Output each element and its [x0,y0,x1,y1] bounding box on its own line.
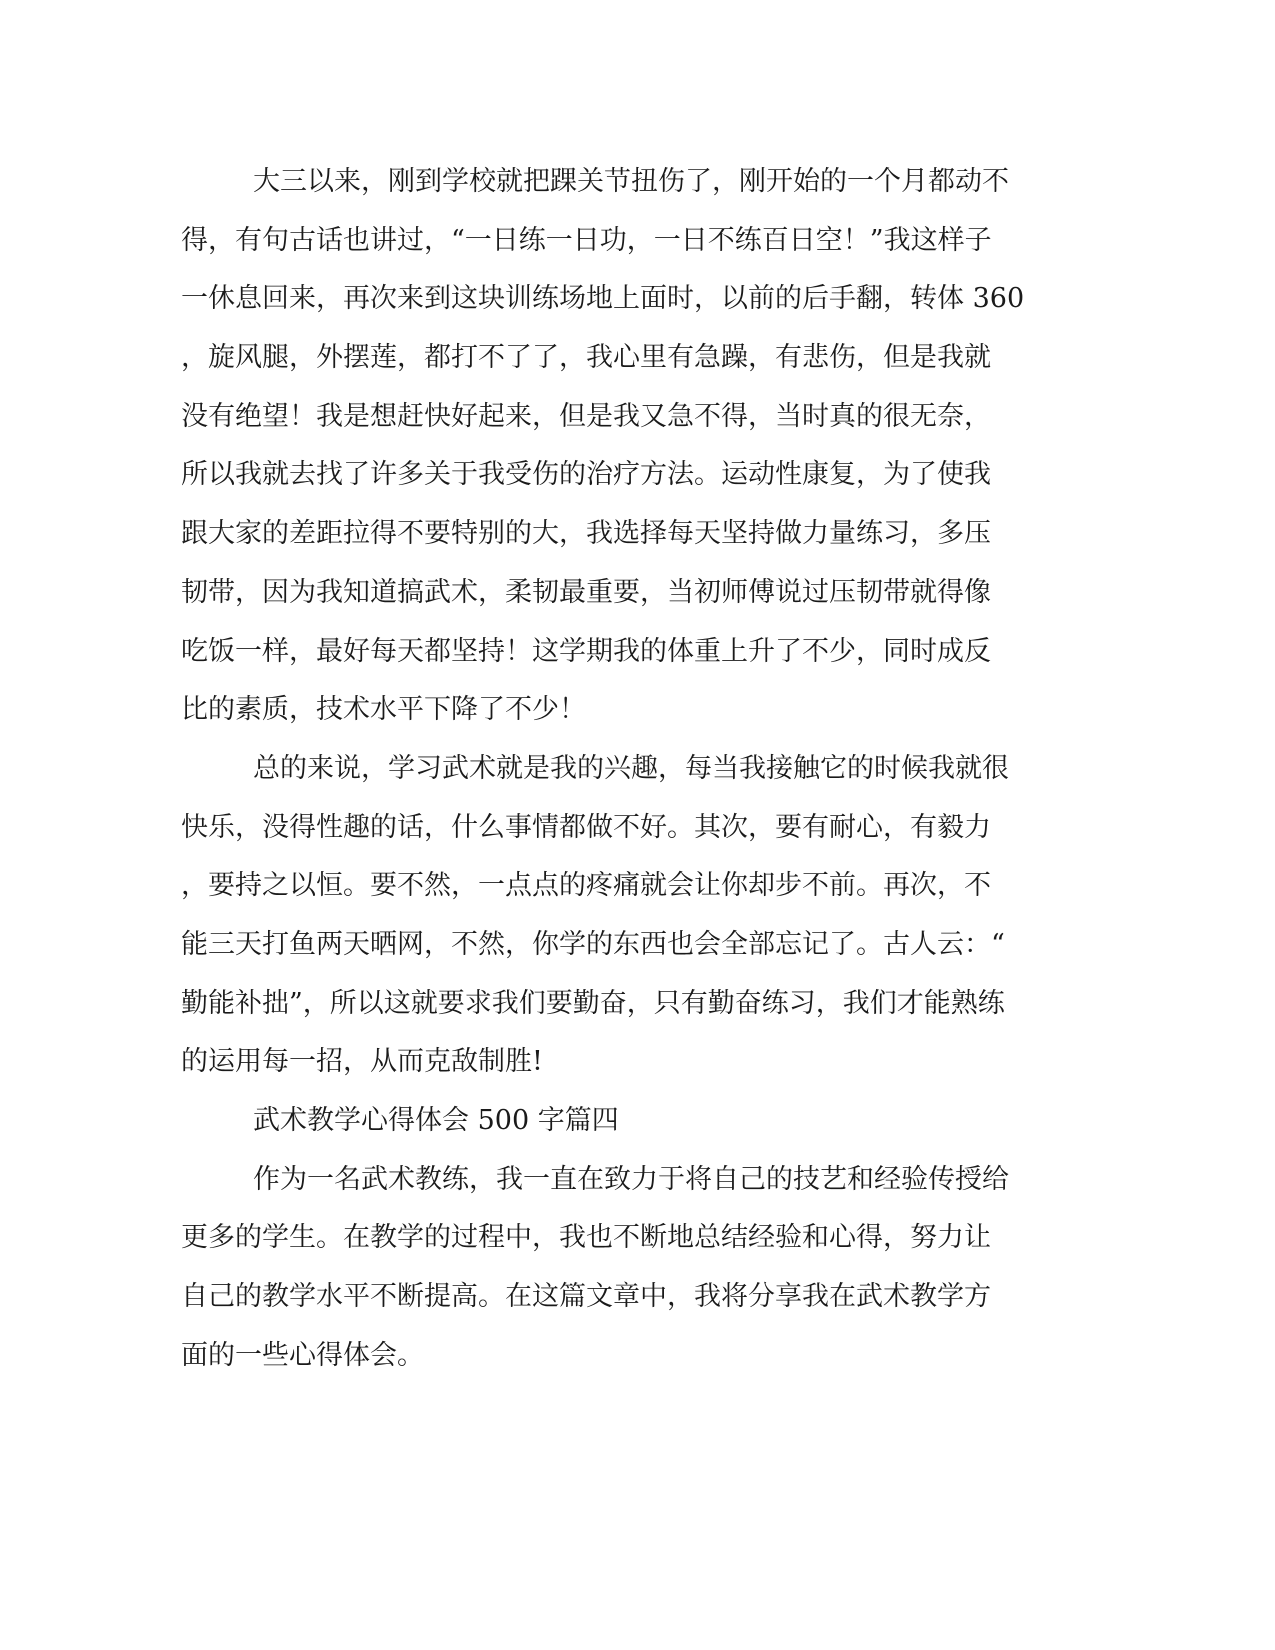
text-line: 跟大家的差距拉得不要特别的大，我选择每天坚持做力量练习，多压 [181,518,991,550]
text-line: 一休息回来，再次来到这块训练场地上面时，以前的后手翻，转体 360 [181,283,1025,315]
text-line: 得，有句古话也讲过，“一日练一日功，一日不练百日空！”我这样子 [181,224,992,256]
section-heading [181,1092,1033,1151]
text-line: 吃饭一样，最好每天都坚持！这学期我的体重上升了不少，同时成反 [181,635,991,667]
text-line: 面的一些心得体会。 [181,1339,424,1371]
text-line: 所以我就去找了许多关于我受伤的治疗方法。运动性康复，为了使我 [181,459,991,491]
text-line: 自己的教学水平不断提高。在这篇文章中，我将分享我在武术教学方 [181,1281,991,1313]
text-line: 的运用每一招，从而克敌制胜! [181,1046,543,1078]
text-line: 比的素质，技术水平下降了不少！ [181,694,586,726]
text-line: 总的来说，学习武术就是我的兴趣，每当我接触它的时候我就很 [253,752,1009,784]
text-line: 更多的学生。在教学的过程中，我也不断地总结经验和心得，努力让 [181,1222,991,1254]
text-line: ，要持之以恒。要不然，一点点的疼痛就会让你却步不前。再次，不 [181,870,991,902]
text-line: 大三以来，刚到学校就把踝关节扭伤了，刚开始的一个月都动不 [253,166,1009,197]
text-line: 能三天打鱼两天晒网，不然，你学的东西也会全部忘记了。古人云：“ [181,928,1005,960]
heading-text: 武术教学心得体会 500 字篇四 [253,1105,619,1136]
text-line: ，旋风腿，外摆莲，都打不了了，我心里有急躁，有悲伤，但是我就 [181,342,991,374]
document-body [181,153,1033,1385]
text-line: 没有绝望！我是想赶快好起来，但是我又急不得，当时真的很无奈， [181,400,991,432]
text-line: 作为一名武术教练，我一直在致力于将自己的技艺和经验传授给 [253,1163,1009,1195]
paragraph-summary [181,740,1033,1092]
paragraph-injury [181,153,1033,740]
text-line: 快乐，没得性趣的话，什么事情都做不好。其次，要有耐心，有毅力 [181,811,991,843]
paragraph-intro [181,1151,1033,1386]
text-line: 勤能补拙”，所以这就要求我们要勤奋，只有勤奋练习，我们才能熟练 [181,987,1005,1019]
text-line: 韧带，因为我知道搞武术，柔韧最重要，当初师傅说过压韧带就得像 [181,576,991,608]
